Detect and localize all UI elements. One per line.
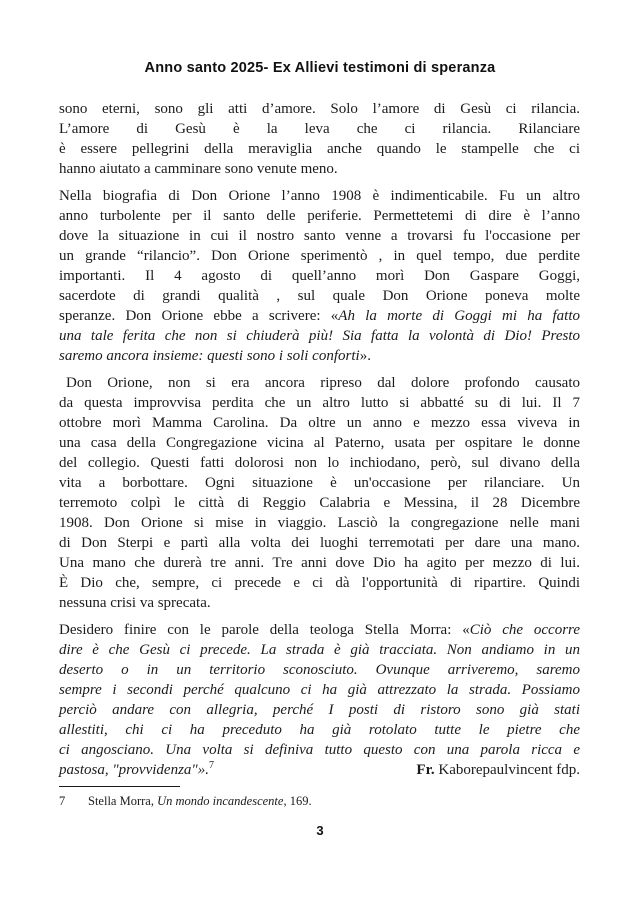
text-segment: Desidero finire con le parole della teologa Stella Morra: «	[59, 622, 470, 638]
text-segment: ottobre morì Mamma Carolina. Da oltre un anno e mezzo essa viveva in	[59, 415, 580, 431]
text-line	[59, 573, 580, 593]
text-segment: allestiti, chi ci ha preceduto ha già rotolato tutte le pietre che	[59, 722, 580, 738]
text-line	[59, 553, 580, 573]
text-line	[59, 740, 580, 760]
footnote-citation-before: Stella Morra,	[88, 794, 158, 808]
footnote-text	[59, 793, 580, 809]
text-segment: perciò andare con allegria, perché I posti di ristoro sono già stati	[59, 702, 580, 718]
page-title: Anno santo 2025- Ex Allievi testimoni di speranza	[144, 60, 496, 76]
text-line	[59, 700, 580, 720]
text-segment: Una mano che durerà tre anni. Tre anni dove Dio ha agito per mezzo di lui.	[59, 555, 580, 571]
text-segment: 1908. Don Orione si mise in viaggio. Lasciò la congregazione nelle mani	[59, 515, 580, 531]
footnote-reference-superscript: 7	[208, 760, 214, 771]
text-segment: un grande “rilancio”. Don Orione sperimentò , in quel tempo, due perdite	[59, 248, 580, 264]
text-segment: ci angosciano. Una volta si definiva tutto questo con una parola ricca e	[59, 742, 580, 758]
text-line	[59, 159, 580, 179]
text-line	[59, 493, 580, 513]
text-line	[59, 513, 580, 533]
text-segment: Kaborepaulvincent fdp.	[434, 762, 580, 778]
text-line	[59, 680, 580, 700]
footnote	[59, 786, 580, 809]
text-segment: terremoto colpì le città di Reggio Calabria e Messina, il 28 Dicembre	[59, 495, 580, 511]
footnote-separator-rule	[59, 786, 180, 787]
text-segment: Don Orione, non si era ancora ripreso dal dolore profondo causato	[66, 375, 580, 391]
text-segment: Ah la morte di Goggi mi ha fatto	[338, 308, 580, 324]
text-line	[59, 473, 580, 493]
text-segment: deserto o in un territorio sconosciuto. Ovunque arriveremo, saremo	[59, 662, 580, 678]
author-signature	[416, 760, 580, 780]
text-line	[59, 206, 580, 226]
paragraph	[59, 373, 580, 613]
footnote-citation-after: , 169.	[283, 794, 312, 808]
text-line	[59, 326, 580, 346]
text-line	[59, 593, 580, 613]
text-segment: è essere pellegrini della meraviglia anche quando le stampelle che ci	[59, 141, 580, 157]
text-segment: sono eterni, sono gli atti d’amore. Solo l’amore di Gesù ci rilancia.	[59, 101, 580, 117]
paragraph	[59, 99, 580, 179]
text-line	[59, 186, 580, 206]
text-line	[59, 720, 580, 740]
text-segment: Nella biografia di Don Orione l’anno 1908 è indimenticabile. Fu un altro	[59, 188, 580, 204]
quote-end-text	[59, 760, 214, 780]
page-number: 3	[316, 823, 324, 838]
text-line	[59, 226, 580, 246]
text-line	[59, 266, 580, 286]
text-line	[59, 306, 580, 326]
footnote-marker: 7	[59, 794, 66, 808]
text-segment: L’amore di Gesù è la leva che ci rilancia. Rilanciare	[59, 121, 580, 137]
document-body	[59, 99, 580, 787]
paragraph	[59, 620, 580, 780]
text-segment: del collegio. Questi fatti dolorosi non lo inchiodano, però, sul divano della	[59, 455, 580, 471]
text-line	[59, 433, 580, 453]
text-segment: hanno aiutato a camminare sono venute meno.	[59, 161, 338, 177]
text-segment: da questa improvvisa perdita che un altro lutto si abbatté su di lui. Il 7	[59, 395, 580, 411]
text-line	[59, 640, 580, 660]
text-line	[59, 246, 580, 266]
text-segment: nessuna crisi va sprecata.	[59, 595, 211, 611]
text-line	[59, 453, 580, 473]
footnote-citation-title: Un mondo incandescente	[157, 794, 284, 808]
text-segment: una tale ferita che non si chiuderà più! Sia fatta la volontà di Dio! Presto	[59, 328, 580, 344]
text-line	[59, 99, 580, 119]
text-segment: di Don Sterpi e partì alla volta dei luoghi terremotati per dare una mano.	[59, 535, 580, 551]
text-segment: pastosa, "provvidenza"».	[59, 762, 209, 778]
paragraph	[59, 186, 580, 366]
text-segment: dire è che Gesù ci precede. La strada è già tracciata. Non andiamo in un	[59, 642, 580, 658]
text-segment: una casa della Congregazione vicina al Paterno, usata per ospitare le donne	[59, 435, 580, 451]
text-line	[59, 286, 580, 306]
text-line	[59, 119, 580, 139]
text-segment: vita a borbottare. Ogni situazione è un'occasione per rilanciare. Un	[59, 475, 580, 491]
text-segment: sacerdote di grandi qualità , sul quale Don Orione poneva molte	[59, 288, 580, 304]
text-line	[59, 373, 580, 393]
text-line	[59, 139, 580, 159]
text-segment: speranze. Don Orione ebbe a scrivere: «	[59, 308, 339, 324]
text-segment: Fr.	[416, 762, 435, 778]
text-segment: Ciò che occorre	[469, 622, 580, 638]
text-segment: sempre i secondi perché qualcuno ci ha già attrezzato la strada. Possiamo	[59, 682, 580, 698]
text-line	[59, 660, 580, 680]
text-segment: ».	[359, 348, 371, 364]
text-segment: saremo ancora insieme: questi sono i soli conforti	[59, 348, 360, 364]
text-line	[59, 620, 580, 640]
text-line	[59, 760, 580, 780]
text-line	[59, 413, 580, 433]
text-line	[59, 346, 580, 366]
text-segment: importanti. Il 4 agosto di quell’anno morì Don Gaspare Goggi,	[59, 268, 580, 284]
text-line	[59, 393, 580, 413]
text-line	[59, 533, 580, 553]
text-segment: dove la situazione in cui il nostro santo venne a trovarsi fu l'occasione per	[59, 228, 580, 244]
text-segment: È Dio che, sempre, ci precede e ci dà l'opportunità di ripartire. Quindi	[59, 575, 580, 591]
text-segment: anno turbolente per il santo delle periferie. Permettetemi di dire è l’anno	[59, 208, 580, 224]
